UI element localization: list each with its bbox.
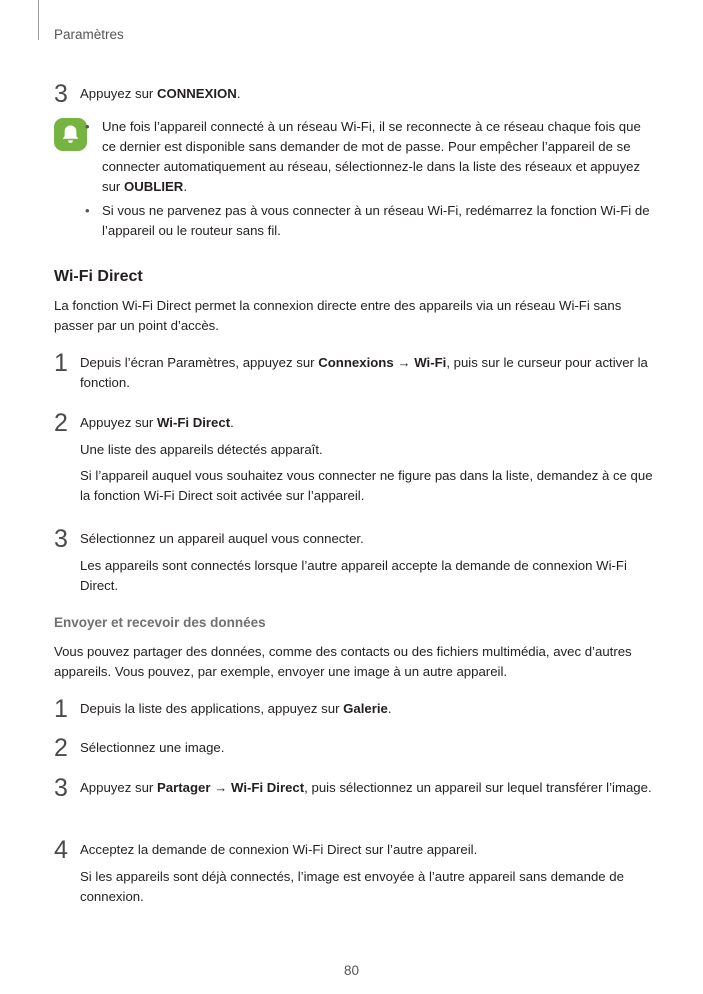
send-receive-section [54, 613, 654, 633]
step-number: 1 [54, 695, 68, 723]
note-bullet-restart: • Si vous ne parvenez pas à vous connecter à un réseau Wi-Fi, redémarrez la fonction Wi-Fi de l’appareil ou le routeur sans fil. [85, 203, 650, 238]
note-block [54, 117, 654, 245]
section-title: Wi-Fi Direct [54, 268, 143, 285]
page-header: Paramètres [54, 27, 124, 42]
wifi-direct-section [54, 267, 654, 287]
send-step-2 [54, 734, 654, 765]
send-step-1 [54, 695, 654, 726]
wifi-direct-step-2 [54, 409, 654, 512]
step-detail: Si l’appareil auquel vous souhaitez vous connecter ne figure pas dans la liste, demandez à ce que la fonction Wi-Fi Direct soit activée sur l’appareil. [80, 468, 653, 503]
step-detail: Les appareils sont connectés lorsque l’autre appareil accepte la demande de connexion Wi-Fi Direct. [80, 558, 627, 593]
notification-bell-icon [54, 118, 87, 151]
step-text: Acceptez la demande de connexion Wi-Fi Direct sur l’autre appareil. [80, 842, 478, 857]
step-text: Appuyez sur CONNEXION. [80, 86, 241, 101]
step-detail: Si les appareils sont déjà connectés, l’image est envoyée à l’autre appareil sans demande de connexion. [80, 869, 624, 904]
step-text: Appuyez sur Wi-Fi Direct. [80, 415, 234, 430]
subsection-title: Envoyer et recevoir des données [54, 615, 266, 630]
step-number: 2 [54, 409, 68, 437]
wifi-direct-intro: La fonction Wi-Fi Direct permet la connexion directe entre des appareils via un réseau Wi-Fi sans passer par un point d’accès. [54, 298, 622, 333]
step-detail: Une liste des appareils détectés apparaît. [80, 442, 323, 457]
note-bullet-forget: • Une fois l’appareil connecté à un réseau Wi-Fi, il se reconnecte à ce réseau chaque fois que ce dernier est disponible sans demander de mot de passe. Pour empêcher l’appareil de se connecter automatiquement au réseau, sélectionnez-le dans la liste des réseaux et appuyez sur OUBLIER. [85, 119, 641, 194]
step-text: Sélectionnez une image. [80, 740, 225, 755]
wifi-direct-step-1 [54, 349, 654, 400]
send-step-4 [54, 836, 654, 913]
page-number: 80 [343, 963, 360, 978]
header-rule [38, 0, 39, 40]
step-number: 3 [54, 774, 68, 802]
send-receive-intro: Vous pouvez partager des données, comme des contacts ou des fichiers multimédia, avec d’autres appareils. Vous pouvez, par exemple, envoyer une image à un autre appareil. [54, 644, 632, 679]
step-text: Depuis l’écran Paramètres, appuyez sur Connexions → Wi-Fi, puis sur le curseur pour activer la fonction. [80, 355, 648, 390]
step-number: 4 [54, 836, 68, 864]
send-step-3 [54, 774, 654, 805]
wifi-direct-step-3 [54, 525, 654, 602]
step-number: 1 [54, 349, 68, 377]
step-text: Sélectionnez un appareil auquel vous connecter. [80, 531, 364, 546]
step-text: Appuyez sur Partager → Wi-Fi Direct, puis sélectionnez un appareil sur lequel transférer l’image. [80, 780, 652, 795]
step-connexion [54, 80, 654, 111]
step-number: 3 [54, 525, 68, 553]
step-number: 3 [54, 80, 68, 108]
step-text: Depuis la liste des applications, appuyez sur Galerie. [80, 701, 392, 716]
step-number: 2 [54, 734, 68, 762]
